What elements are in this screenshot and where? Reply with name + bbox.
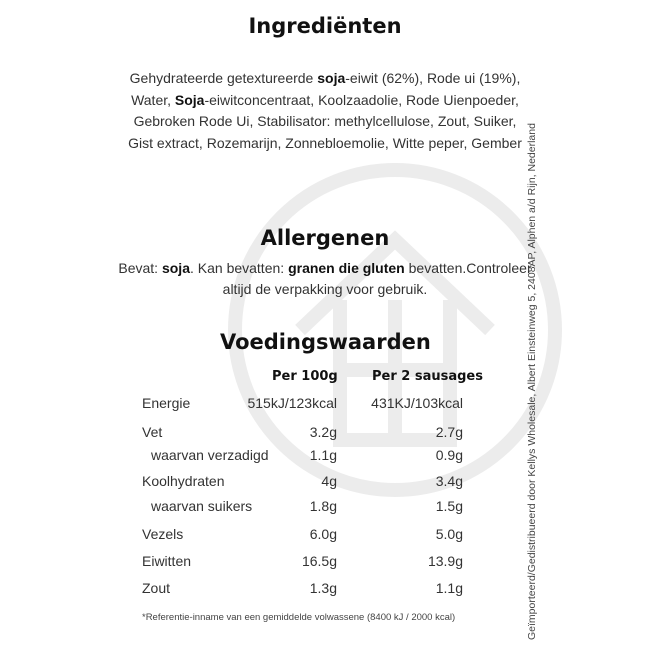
row-value-per-2-sausages: 1.1g [435, 580, 463, 596]
row-label: waarvan verzadigd [151, 447, 269, 463]
row-value-per-2-sausages: 431KJ/103kcal [371, 395, 463, 411]
row-label: Vet [142, 424, 163, 440]
row-value-per-100g: 4g [321, 473, 337, 489]
row-value-per-100g: 515kJ/123kcal [247, 395, 337, 411]
nutrition-row-vezels [0, 526, 650, 546]
row-value-per-100g: 16.5g [301, 553, 337, 569]
ingredients-text: Gehydrateerde getextureerde soja-eiwit (62%), Rode ui (19%), Water, Soja-eiwitconcentraat, Koolzaadolie, Rode Uienpoeder, Gebroken Rode Ui, Stabilisator: methylcellulose, Zout, Suiker, Gist extract, Rozemarijn, Zonnebloemolie, Witte peper, Gember [128, 70, 522, 151]
row-value-per-100g: 3.2g [309, 424, 337, 440]
nutrition-title: Voedingswaarden [220, 330, 431, 354]
reference-footnote: *Referentie-inname van een gemiddelde volwassene (8400 kJ / 2000 kcal) [142, 612, 456, 623]
row-label: waarvan suikers [151, 498, 253, 514]
row-value-per-2-sausages: 0.9g [435, 447, 463, 463]
row-value-per-2-sausages: 5.0g [435, 526, 463, 542]
nutrition-row-vet [0, 424, 650, 444]
row-value-per-2-sausages: 2.7g [435, 424, 463, 440]
row-value-per-2-sausages: 3.4g [435, 473, 463, 489]
nutrition-row-energie [0, 395, 650, 415]
allergens-title: Allergenen [260, 226, 390, 250]
row-value-per-100g: 1.1g [309, 447, 337, 463]
row-label: Vezels [142, 526, 184, 542]
column-header-per-2-sausages: Per 2 sausages [372, 369, 483, 384]
ingredients-title: Ingrediënten [248, 14, 402, 38]
row-value-per-2-sausages: 13.9g [427, 553, 463, 569]
row-value-per-100g: 1.3g [309, 580, 337, 596]
row-label: Eiwitten [142, 553, 192, 569]
row-value-per-2-sausages: 1.5g [435, 498, 463, 514]
row-label: Zout [142, 580, 171, 596]
allergens-text: Bevat: soja. Kan bevatten: granen die gluten bevatten.Controleer altijd de verpakking voor gebruik. [118, 260, 532, 297]
row-value-per-100g: 6.0g [309, 526, 337, 542]
nutrition-row-koolhydraten [0, 473, 650, 493]
row-label: Koolhydraten [142, 473, 225, 489]
nutrition-row-waarvan-verzadigd [0, 447, 650, 467]
row-value-per-100g: 1.8g [309, 498, 337, 514]
nutrition-row-waarvan-suikers [0, 498, 650, 518]
column-header-per-100g: Per 100g [272, 369, 338, 384]
distributor-address: Geïmporteerd/Gedistribueerd door Kellys Wholesale, Albert Einsteinweg 5, 2408AP, Alphen a/d Rijn, Nederland [526, 123, 538, 640]
nutrition-row-eiwitten [0, 553, 650, 573]
row-label: Energie [142, 395, 191, 411]
nutrition-row-zout [0, 580, 650, 600]
